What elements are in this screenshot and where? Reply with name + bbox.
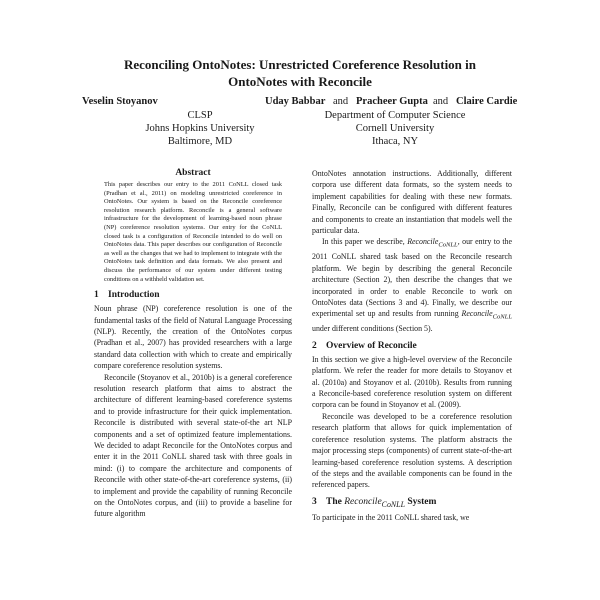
author-and-2: and <box>433 96 449 107</box>
text-run: under different conditions (Section 5). <box>312 324 433 334</box>
system-name <box>344 497 405 507</box>
affiliation-jhu <box>130 109 270 148</box>
section-1-heading <box>94 290 292 300</box>
title-line-2: OntoNotes with Reconcile <box>228 74 372 89</box>
section-3-heading <box>312 497 512 509</box>
intro-paragraph-2: Reconcile (Stoyanov et al., 2010b) is a general coreference resolution research platform that aims to abstract the architecture of different learning-based coreference systems and to provide infrastructure for their quick implementation. Reconcile is distributed with several state-of-the art NLP components and a set of optimized feature implementations. We decided to adapt Reconcile for the OntoNotes corpus and enter it in the 2011 CoNLL shared task with three goals in mind: (i) to compare the architecture and components of Reconcile with other state-of-the-art coreference systems, (ii) to implement and provide the capability of running Reconcile on the OntoNotes corpus, and (iii) to provide a baseline for future algorithm <box>94 372 292 519</box>
section-title-suffix: System <box>407 496 437 507</box>
overview-paragraph-2: Reconcile was developed to be a coreference resolution research platform that allows for quick implementation of coreference resolution systems. The platform abstracts the major processing steps (components) of current state-of-the-art learning-based coreference resolution systems. A description of the steps and the available components can be found in the referenced papers. <box>312 411 512 490</box>
system-name-base: Reconcile <box>344 496 382 507</box>
system-name <box>407 237 458 250</box>
section-number: 1 <box>94 290 99 301</box>
right-column <box>312 168 512 523</box>
system-name-base: Reconcile <box>461 309 493 319</box>
section-title: Introduction <box>108 290 160 301</box>
right-paragraph-1: OntoNotes annotation instructions. Additionally, different corpora use different data formats, so the system needs to implement capabilities for dealing with these new formats. Finally, Reconcile can be configured with different features and components to create an instantiation that models well the particular data. <box>312 169 512 236</box>
title-line-1: Reconciling OntoNotes: Unrestricted Coreference Resolution in <box>123 57 477 72</box>
system-paragraph-1: To participate in the 2011 CoNLL shared task, we <box>312 512 470 522</box>
affiliation-line: Johns Hopkins University <box>145 123 255 134</box>
author-and-1: and <box>333 96 349 107</box>
affiliation-line: Baltimore, MD <box>167 136 233 147</box>
section-title: Overview of Reconcile <box>326 340 417 351</box>
left-column <box>94 168 292 520</box>
section-number: 2 <box>312 340 317 351</box>
text-run: , our entry to the 2011 CoNLL shared task based on the Reconcile research platform. We begin by describing the general Reconcile architecture (Section 2), then describe the changes that we incorporated in order to enable Reconcile to work on OntoNotes data (Sections 3 and 4). Finally, we describe our experimental set up and results from running <box>312 237 512 319</box>
system-name <box>461 309 513 322</box>
text-run: In this paper we describe, <box>322 237 405 247</box>
section-number: 3 <box>312 496 317 507</box>
overview-paragraph-1: In this section we give a high-level overview of the Reconcile platform. We refer the reader for more details to Stoyanov et al. (2010a) and Stoyanov et al. (2010b). Results from running a Reconcile-based coreference resolution system on different corpora can be found in Stoyanov et al. (2009). <box>312 354 512 410</box>
author-cardie: Claire Cardie <box>456 96 518 107</box>
section-2-heading <box>312 341 512 351</box>
affiliation-line: Ithaca, NY <box>371 136 419 147</box>
author-babbar: Uday Babbar <box>265 96 326 107</box>
system-name-subscript: CoNLL <box>438 242 458 250</box>
author-gupta: Pracheer Gupta <box>356 96 428 107</box>
paper-title <box>70 56 530 90</box>
affiliation-cornell <box>305 109 485 148</box>
system-name-subscript: CoNLL <box>492 314 512 322</box>
author-stoyanov: Veselin Stoyanov <box>82 96 158 107</box>
affiliation-line: Cornell University <box>355 123 435 134</box>
section-title-prefix: The <box>326 496 342 507</box>
intro-paragraph-1: Noun phrase (NP) coreference resolution is one of the fundamental tasks of the field of Natural Language Processing (NLP). Recently, the creation of the OntoNotes corpus (Pradhan et al., 2007) has provided researchers with a large standard data collection with which to create and empirically compare coreference resolution systems. <box>94 304 292 371</box>
abstract-heading: Abstract <box>175 168 211 178</box>
abstract-text: This paper describes our entry to the 2011 CoNLL closed task (Pradhan et al., 2011) on modeling unrestricted coreference in OntoNotes. Our system is based on the Reconcile coreference resolution research platform. Reconcile is a general software infrastructure for the development of learning-based noun phrase (NP) coreference resolution systems. Our entry for the CoNLL closed task is a configuration of Reconcile intended to do well on OntoNotes data. This paper describes our configuration of Reconcile as well as the changes that we had to implement to integrate with the OntoNotes task definition and data formats. We also present and discuss the performance of our system under different testing conditions on a withheld validation set. <box>104 181 282 283</box>
system-name-subscript: CoNLL <box>381 499 405 509</box>
affiliation-line: CLSP <box>187 110 213 121</box>
system-name-base: Reconcile <box>407 237 439 247</box>
right-paragraph-2 <box>312 236 512 334</box>
affiliation-line: Department of Computer Science <box>324 110 466 121</box>
